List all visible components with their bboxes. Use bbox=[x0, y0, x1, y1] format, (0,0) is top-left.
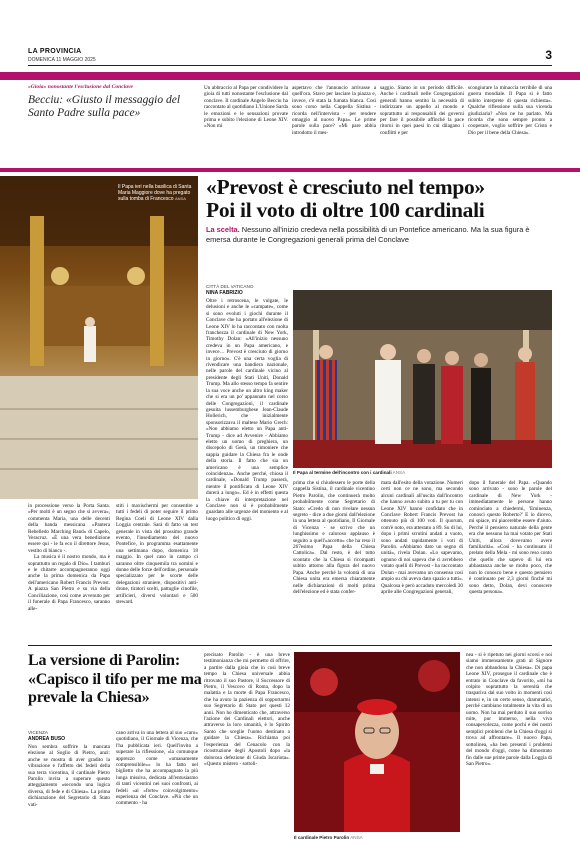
main-story-column-5: dopo il funerale del Papa. «Quando sono arrivato - sono le parole del cardinale di New York - immediatamente le persone hanno cominciato a chiedermi, 'Eminenza, conosci questo Roberto?' E io dicevo, mi spiace, mi piacerebbe essere d'aiuto. Perché il pensiero naturale della gente era che nessuno ha mai votato per Stati Uniti, allora dovevamo avere familiarità». «Così - ha continuato il prelato della Mela - mi sono reso conto che quello che sapevo di lui era abbastanza anche se molto poco, che non lo conosco bene e questo pensiero è continuato per 2,3 giorni finché mi sono detto, Dolan, devi conoscere questa persona». bbox=[469, 480, 552, 595]
top-story-column-3: saggio. Siamo in un periodo difficile. Anche i cardinali nelle Congregazioni generali hanno sentito la necessità di indirizzare un appello al mondo e soprattutto ai responsabili dei governi per fare il possibile affinché la pace ritorni in quei paesi in cui dilagano i conflitti e per bbox=[380, 85, 464, 136]
basilica-photo bbox=[0, 176, 198, 499]
masthead bbox=[28, 48, 552, 72]
top-story-kicker: «Gioia» nonostante l'esclusione dal Conclave bbox=[28, 84, 134, 90]
newspaper-title: LA PROVINCIA bbox=[28, 48, 82, 55]
main-summary bbox=[206, 225, 556, 244]
parolin-photo bbox=[294, 652, 460, 832]
top-accent-band bbox=[0, 72, 580, 80]
bottom-dateline: VICENZA bbox=[28, 730, 48, 735]
bottom-story-column-2: cano arriva in una lettera al suo «caro» quotidiano, il Giornale di Vicenza, che l'ha pubblicata ieri. Quell'invito a superare la riflessione, «la comunque apprezzo come «umanamente comprensibile»» lo ha fatto nel biglietto che ha accompagnato la più lunga missiva, dedicata all'entusiasmo di tanti vicentini nei suoi confronti, ai fedeli «al «forte» coinvolgimento» esperienza del Conclave. «Più che un commento - ha bbox=[116, 730, 198, 807]
section-accent-band bbox=[0, 168, 580, 172]
bottom-story-column-4: nea - si è ripetuto nei giorni scorsi e noi siamo immensamente grati al Signore che non abbandona la Chiesa». Di papa Leone XIV, prosegue il cardinale che è entrato in Conclave da favorito, «mi ha colpito soprattutto la serenità che traspariva dal suo volto in momenti così intensi e, in un certo senso, drammatici, perché cambiano totalmente la vita di un uomo. Non ha mai perduto il suo sorriso mite, pur immerso, nella viva consapevolezza, come pochi e dei nostri semplici problemi che la Chiesa d'oggi si trova ad affrontare». Il nuovo Papa, sottolinea, «ha ben presenti i problemi del mondo d'oggi, come ha dimostrato fin dalle sue prime parole dalla Loggia di San Pietro». bbox=[466, 652, 552, 767]
pope-cardinals-photo bbox=[293, 290, 552, 468]
main-story-continuation-1: in processione verso la Porta Santa. «Per molti è un segno che si avvera», commenta Maria, una delle decenti della banda messicana «Pantera Rebelledo Marching Band» di Capelo, Veracruz. «È una vera benedizione essere qui - le fa eco il direttore Jesus, vestito di bianco -. La musica è il nostro mondo, ma è soprattutto un regalo di Dio». I tamburi e le chitarre accompagneranno oggi anche la prima domenica da Papa dell'americano Robert Francis Prevost. A piazza San Pietro e su via della Conciliazione, così come avvenuto per il funerale di Papa Francesco, saranno alle- bbox=[28, 503, 110, 612]
issue-date: DOMENICA 11 MAGGIO 2025 bbox=[28, 57, 96, 63]
pope-cardinals-illustration bbox=[293, 290, 552, 468]
parolin-illustration bbox=[294, 652, 460, 832]
top-story-column-1: Un abbraccio al Papa per condividere la gioia di tutti nonostante l'esclusione dal conclave. Il cardinale Angelo Becciu ha raccontato al quotidiano L'Unione Sarda le emozioni e le sensazioni provate prima e subito l'elezione di Leone XIV. «Non mi bbox=[204, 85, 288, 130]
top-story-column-2: aspettavo che l'annuncio arrivasse a quell'ora. Stavo per lasciare la piazza e, invece, c'è stata la fumata bianca. Così sono corso nella Cappella Sistina - ricorda nell'intervista - per rendere omaggio al nuovo Papa». Le prime parole sulla pace? «Mi pare abbia introdotto il mes- bbox=[292, 85, 376, 136]
main-story-column-1: Oltre i retroscena, le vulgate, le delusioni e anche le «campate», come si sono evoluti i giochi durante il Conclave che ha portato all'elezione di Leone XIV lo ha raccontato con molta franchezza il cardinale di New York, Timothy Dolan: «All'inizio nessuno credeva in un Papa americano, e invece… Prevost è cresciuto di giorno in giorno». C'è una certa voglia di rivendicare una bandiera nazionale, nelle parole del cardinale vicino al presidente degli Stati Uniti, Donald Trump. Ma allo stesso tempo fa sentire la sua voce anche un altro king maker che si era un po' appannato nel corso delle Congregazioni, il cardinale gesuita lussemburghese Jean-Claude Hollerich, che inizialmente sponsorizzava il maltese Mario Grech: «Non abbiamo eletto un Papa anti-Trump - dice ad Avvenire - Abbiamo eletto un uomo di preghiera, un discepolo di Gesù, un timoniere che sappia guidare la Chiesa fra le onde della storia. Il fatto che sia un americano è una semplice coincidenza». Anche perché, chiosa il cardinale, «Donald Trump passerà, mentre il pontificato di Leone XIV durerà a lungo». Ed è in effetti questa la chiave di interpretazione nel Conclave non si è probabilmente guardato alle urgenze del momento e al luogo politico di oggi. bbox=[206, 298, 288, 522]
bottom-story-rule bbox=[28, 645, 552, 646]
bottom-story-headline: La versione di Parolin: «Capisco il tifo per me ma prevale la Chiesa» bbox=[28, 652, 202, 706]
main-story-column-4: mata dall'esito della votazione. Numeri certi non ce ne sono, ma secondo alcuni cardinali all'uscita dall'incontro che hanno avuto subito a tu per tu con Leone XIV hanno confidato che in Conclave Robert Francis Prevost ha ottenuto più di 100 voti. Il quorum, com'è noto, era attestato a 89. Su di lui, dopo i primi scrutini andati a vuoto, sono andati rapidamente i voti di Parolin. «Abbiamo dato un segno di unità», rivela Dolan. «Lo sapevamo, ognuno di noi sapeva che ci avrebbero votato quelli di Prevost - ha raccontato Dolan - mai avevamo un consenso così ampio su chi aveva dato spazio a tutti». Qualcosa è però accaduto mercoledì 30 aprile alle Congregazioni generali, bbox=[381, 480, 463, 595]
masthead-rule bbox=[28, 65, 552, 66]
bottom-author: ANDREA BUSO bbox=[28, 736, 66, 742]
main-author: NINA FABRIZIO bbox=[206, 290, 243, 296]
top-story-headline: Becciu: «Giusto il messaggio del Santo Padre sulla pace» bbox=[28, 94, 181, 119]
main-headline-line-1: «Prevost è cresciuto nel tempo» bbox=[206, 175, 485, 199]
bottom-story-column-1: Non sembra soffrire la mancata elezione al Soglio di Pietro, anzi: anche se mostra di aver gradito la vibrazione e l'affetto dei fedeli della sua terra vicentina, il cardinale Pietro Parolin invita a superare questo atteggiamento «secondo una logica diversa, di fede e di Chiesa». La prima dichiarazione del Segretario di Stato vati- bbox=[28, 744, 110, 808]
pope-cardinals-caption: Il Papa al termine dell'incontro con i cardinali ANSA bbox=[293, 470, 406, 475]
main-headline-line-2: Poi il voto di oltre 100 cardinali bbox=[206, 198, 485, 222]
summary-label: La scelta. bbox=[206, 225, 240, 234]
main-headline bbox=[206, 176, 556, 222]
main-story-column-3: prima che si chiudessero le porte della cappella Sistina, il cardinale vicentino Pietro Parolin, che continuerà molto probabilmente come Segretario di Stato: «Credo di non rivelare nessun segreto - dice a due giorni dall'elezione in una lettera al quotidiano, Il Giornale di Vicenza - se scrivo che un lunghissimo e caloroso applauso è seguito a quell'«accetto» che ha reso il 267esimo Papa della Chiesa Cattolica». Dal resto, è del tutto scontato che la Chiesa si ricompatti subito attorno alla figura del nuovo Papa. Anche perché la volontà di una Chiesa unita era emersa chiaramente nelle dichiarazioni di molti prima dell'elezione ed è stata confer- bbox=[293, 480, 375, 595]
parolin-photo-caption: Il cardinale Pietro Parolin ANSA bbox=[294, 835, 363, 840]
basilica-illustration bbox=[0, 176, 198, 499]
summary-text: Nessuno all'inizio credeva nella possibilità di un Pontefice americano. Ma la sua figura è emersa durante le Congregazioni generali prima del Conclave bbox=[206, 225, 530, 244]
page-number: 3 bbox=[545, 48, 552, 62]
top-story-column-4: scongiurare la minaccia terribile di una guerra mondiale. Il Papa si è fatto subito interprete di questa richiesta». Qualche riflessione sulla sua vicenda giudiziaria? «Non ne ho parlato. Ma ricorda che sono sempre pronto a cooperare, voglio soffrire per Cristo e Dio per il bene della Chiesa». bbox=[468, 85, 552, 136]
main-story-column-2: stiti i maxischermi per consentire a tutti i fedeli di poter seguire il primo Regina Coeli di Leone XIV dalla Loggia centrale. Sarà di fatto un test generale in vista del prossimo grande evento, l'insediamento del nuovo Pontefice, in programma esattamente una settimana dopo, domenica 18 maggio. In quel caso in campo ci saranno oltre cinquemila tra uomini e donne delle forze dell'ordine, personale specializzato per le scorte delle delegazioni straniere, dispositivi anti-drone, tiratori scelti, pattuglie cinofile, artificieri, diversi volontari e 500 steward. bbox=[116, 503, 198, 606]
bottom-story-column-3: precisato Parolin - è una breve testimonianza che mi permetto di offrire, a partire dalla gioia che in così breve tempo la Chiesa universale abbia ritrovato il suo Pastore, il Successore di Pietro, il Vescovo di Roma, dopo la malattia e la morte di Papa Francesco, che ha avuto la pazienza di sopportarmi suo Segretario di Stato per questi 12 anni. Non ho dimenticato che, attraverso l'azione dei Cardinali elettori, anche attraverso la loro umanità, è lo Spirito Santo che sceglie l'uomo destinato a guidare la Chiesa». Richiama poi l'esperienza del Cenacolo con la ricostruzione degli Apostoli dopo «la dolorosa defezione di Giuda Iscariota». «Questo mistero - sottoli- bbox=[204, 652, 290, 767]
basilica-photo-caption: Il Papa ieri nella basilica di Santa Maria Maggiore dove ha pregato sulla tomba di Francesco ANSA bbox=[118, 184, 192, 202]
main-dateline: CITTÀ DEL VATICANO bbox=[206, 284, 254, 289]
